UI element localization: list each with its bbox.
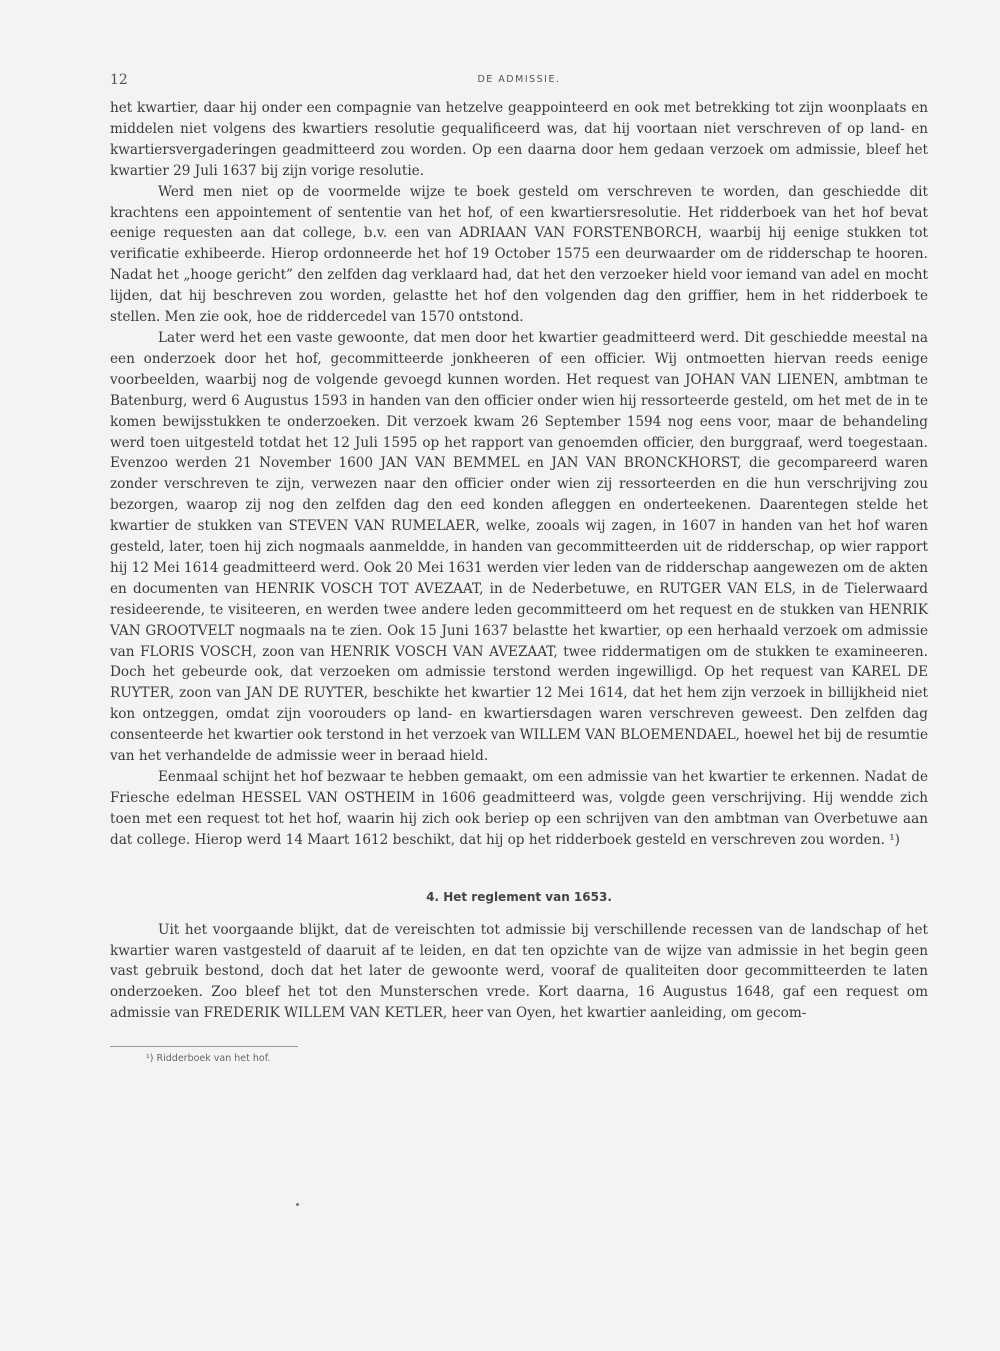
body-paragraph: het kwartier, daar hij onder een compagnie van hetzelve geappointeerd en ook met betrekking tot zijn woonplaats en middelen niet volgens des kwartiers resolutie gequalificeerd was, dat hij voortaan niet verschreven of op land- en kwartiersvergaderingen geadmitteerd zou worden. Op een daarna door hem gedaan verzoek om admissie, bleef het kwartier 29 Juli 1637 bij zijn vorige resolutie. — [110, 100, 928, 179]
scan-speck — [296, 1203, 299, 1206]
footnote: ¹) Ridderboek van het hof. — [146, 1053, 271, 1065]
body-paragraph: Eenmaal schijnt het hof bezwaar te hebben gemaakt, om een admissie van het kwartier te erkennen. Nadat de Friesche edelman HESSEL VAN OSTHEIM in 1606 geadmitteerd was, volgde geen verschrijving. Hij wendde zich toen met een request tot het hof, waarin hij zich ook beriep op een schrijven van den ambtman van Overbetuwe aan dat college. Hierop werd 14 Maart 1612 beschikt, dat hij op het ridderboek gesteld en verschreven zou worden. ¹) — [110, 769, 928, 848]
section-heading: 4. Het reglement van 1653. — [426, 889, 612, 904]
page-header — [110, 72, 928, 94]
footnote-divider — [110, 1046, 298, 1047]
page-number: 12 — [110, 72, 128, 88]
body-paragraph: Werd men niet op de voormelde wijze te boek gesteld om verschreven te worden, dan geschiedde dit krachtens een appointement of sententie van het hof, of een kwartiersresolutie. Het ridderboek van het hof bevat eenige requesten aan dat college, b.v. een van ADRIAAN VAN FORSTENBORCH, waarbij hij eenige stukken tot verificatie exhibeerde. Hierop ordonneerde het hof 19 October 1575 een deurwaarder om de ridderschap te hooren. Nadat het „hooge gericht” den zelfden dag verklaard had, dat het den verzoeker hield voor iemand van adel en mocht lijden, dat hij beschreven zou worden, gelastte het hof den volgenden dag den griffier, hem in het ridderboek te stellen. Men zie ook, hoe de riddercedel van 1570 ontstond. — [110, 183, 928, 326]
running-title: DE ADMISSIE. — [477, 74, 561, 85]
section-paragraph: Uit het voorgaande blijkt, dat de vereischten tot admissie bij verschillende recessen van de landschap of het kwartier waren vastgesteld of daaruit af te leiden, en dat ten opzichte van de wijze van admissie in het begin geen vast gebruik bestond, doch dat het later de gewoonte werd, vooraf de qualiteiten door gecommitteerden te laten onderzoeken. Zoo bleef het tot den Munsterschen vrede. Kort daarna, 16 Augustus 1648, gaf een request om admissie van FREDERIK WILLEM VAN KETLER, heer van Oyen, het kwartier aanleiding, om gecom- — [110, 921, 928, 1022]
document-page — [110, 72, 928, 1064]
body-paragraph: Later werd het een vaste gewoonte, dat men door het kwartier geadmitteerd werd. Dit geschiedde meestal na een onderzoek door het hof, gecommitteerde jonkheeren of een officier. Wij ontmoetten hiervan reeds eenige voorbeelden, waarbij nog de volgende gevoegd kunnen worden. Het request van JOHAN VAN LIENEN, ambtman te Batenburg, werd 6 Augustus 1593 in handen van den officier onder wien hij ressorteerde gesteld, om het met de in te komen bewijsstukken te onderzoeken. Dit verzoek kwam 26 September 1594 nog eens voor, maar de behandeling werd toen uitgesteld totdat het 12 Juli 1595 op het rapport van genoemden officier, den burggraaf, werd toegestaan. Evenzoo werden 21 November 1600 JAN VAN BEMMEL en JAN VAN BRONCKHORST, die gecompareerd waren zonder verschreven te zijn, verwezen naar den officier onder wien zij ressorteerden en die hun verschrijving zou bezorgen, waarop zij nog den zelfden dag den eed konden afleggen en onderteekenen. Daarentegen stelde het kwartier de stukken van STEVEN VAN RUMELAER, welke, zooals wij zagen, in 1607 in handen van het hof waren gesteld, later, toen hij zich nogmaals aanmeldde, in handen van gecommitteerden uit de ridderschap, op wier rapport hij 12 Mei 1614 geadmitteerd werd. Ook 20 Mei 1631 werden vier leden van de ridderschap aangewezen om de akten en documenten van HENRIK VOSCH TOT AVEZAAT, in de Nederbetuwe, en RUTGER VAN ELS, in de Tielerwaard resideerende, te visiteeren, en werden twee andere leden gecommitteerd om het request en de stukken van HENRIK VAN GROOTVELT nogmaals na te zien. Ook 15 Juni 1637 belastte het kwartier, op een herhaald verzoek om admissie van FLORIS VOSCH, zoon van HENRIK VOSCH VAN AVEZAAT, twee riddermatigen om de stukken te examineeren. Doch het gebeurde ook, dat verzoeken om admissie terstond werden ingewilligd. Op het request van KAREL DE RUYTER, zoon van JAN DE RUYTER, beschikte het kwartier 12 Mei 1614, dat het hem zijn verzoek in billijkheid niet kon ontzeggen, omdat zijn voorouders op land- en kwartiersdagen waren verschreven geweest. Den zelfden dag consenteerde het kwartier ook terstond in het verzoek van WILLEM VAN BLOEMENDAEL, hoewel het bij de resumtie van het verhandelde de admissie weer in beraad hield. — [110, 329, 928, 765]
